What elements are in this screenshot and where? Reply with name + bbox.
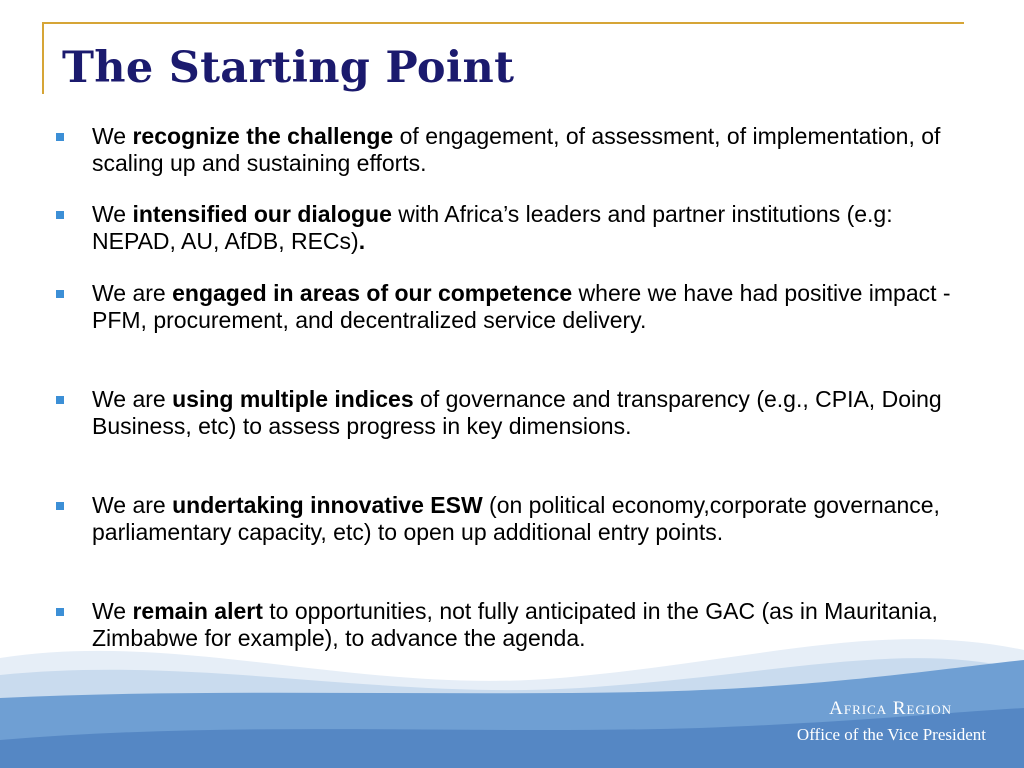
bullet-text-bold: undertaking innovative ESW: [172, 492, 483, 518]
bullet-text-post: of engagement, of assessment, of implementation, of scaling up and sustaining efforts.: [92, 123, 941, 176]
footer-region-label: Africa Region: [829, 698, 952, 719]
bullet-item: [92, 123, 952, 177]
bullet-item: [92, 492, 952, 546]
square-bullet-icon: [56, 211, 64, 219]
bullet-text-pre: We: [92, 123, 133, 149]
bullet-text-pre: We are: [92, 280, 173, 306]
bullet-text-post: with Africa’s leaders and partner institutions (e.g: NEPAD, AU, AfDB, RECs): [92, 201, 893, 254]
bullet-item: [92, 386, 952, 440]
bullet-text-pre: We are: [92, 386, 173, 412]
bullet-text-tail: .: [358, 228, 366, 254]
bullet-text-post: of governance and transparency (e.g., CPIA, Doing Business, etc) to assess progress in key dimensions.: [92, 386, 942, 439]
slide-title: The Starting Point: [62, 43, 515, 93]
bullet-text-bold: using multiple indices: [172, 386, 414, 412]
bullet-text-post: to opportunities, not fully anticipated in the GAC (as in Mauritania, Zimbabwe for example), to advance the agenda.: [92, 598, 938, 651]
bullet-text-bold: intensified our dialogue: [132, 201, 392, 227]
bullet-text-bold: remain alert: [132, 598, 263, 624]
bullet-text-pre: We: [92, 598, 133, 624]
footer-office-label: Office of the Vice President: [796, 725, 986, 744]
bullet-text-bold: recognize the challenge: [132, 123, 394, 149]
bullet-text-bold: engaged in areas of our competence: [172, 280, 573, 306]
bullet-item: [92, 201, 952, 255]
bullet-text-pre: We: [92, 201, 133, 227]
square-bullet-icon: [56, 502, 64, 510]
bullet-text-post: (on political economy,corporate governance, parliamentary capacity, etc) to open up additional entry points.: [92, 492, 940, 545]
square-bullet-icon: [56, 133, 64, 141]
square-bullet-icon: [56, 396, 64, 404]
bullet-text-post: where we have had positive impact - PFM, procurement, and decentralized service delivery.: [92, 280, 951, 333]
bullet-item: [92, 280, 952, 334]
bullet-text-pre: We are: [92, 492, 173, 518]
square-bullet-icon: [56, 290, 64, 298]
